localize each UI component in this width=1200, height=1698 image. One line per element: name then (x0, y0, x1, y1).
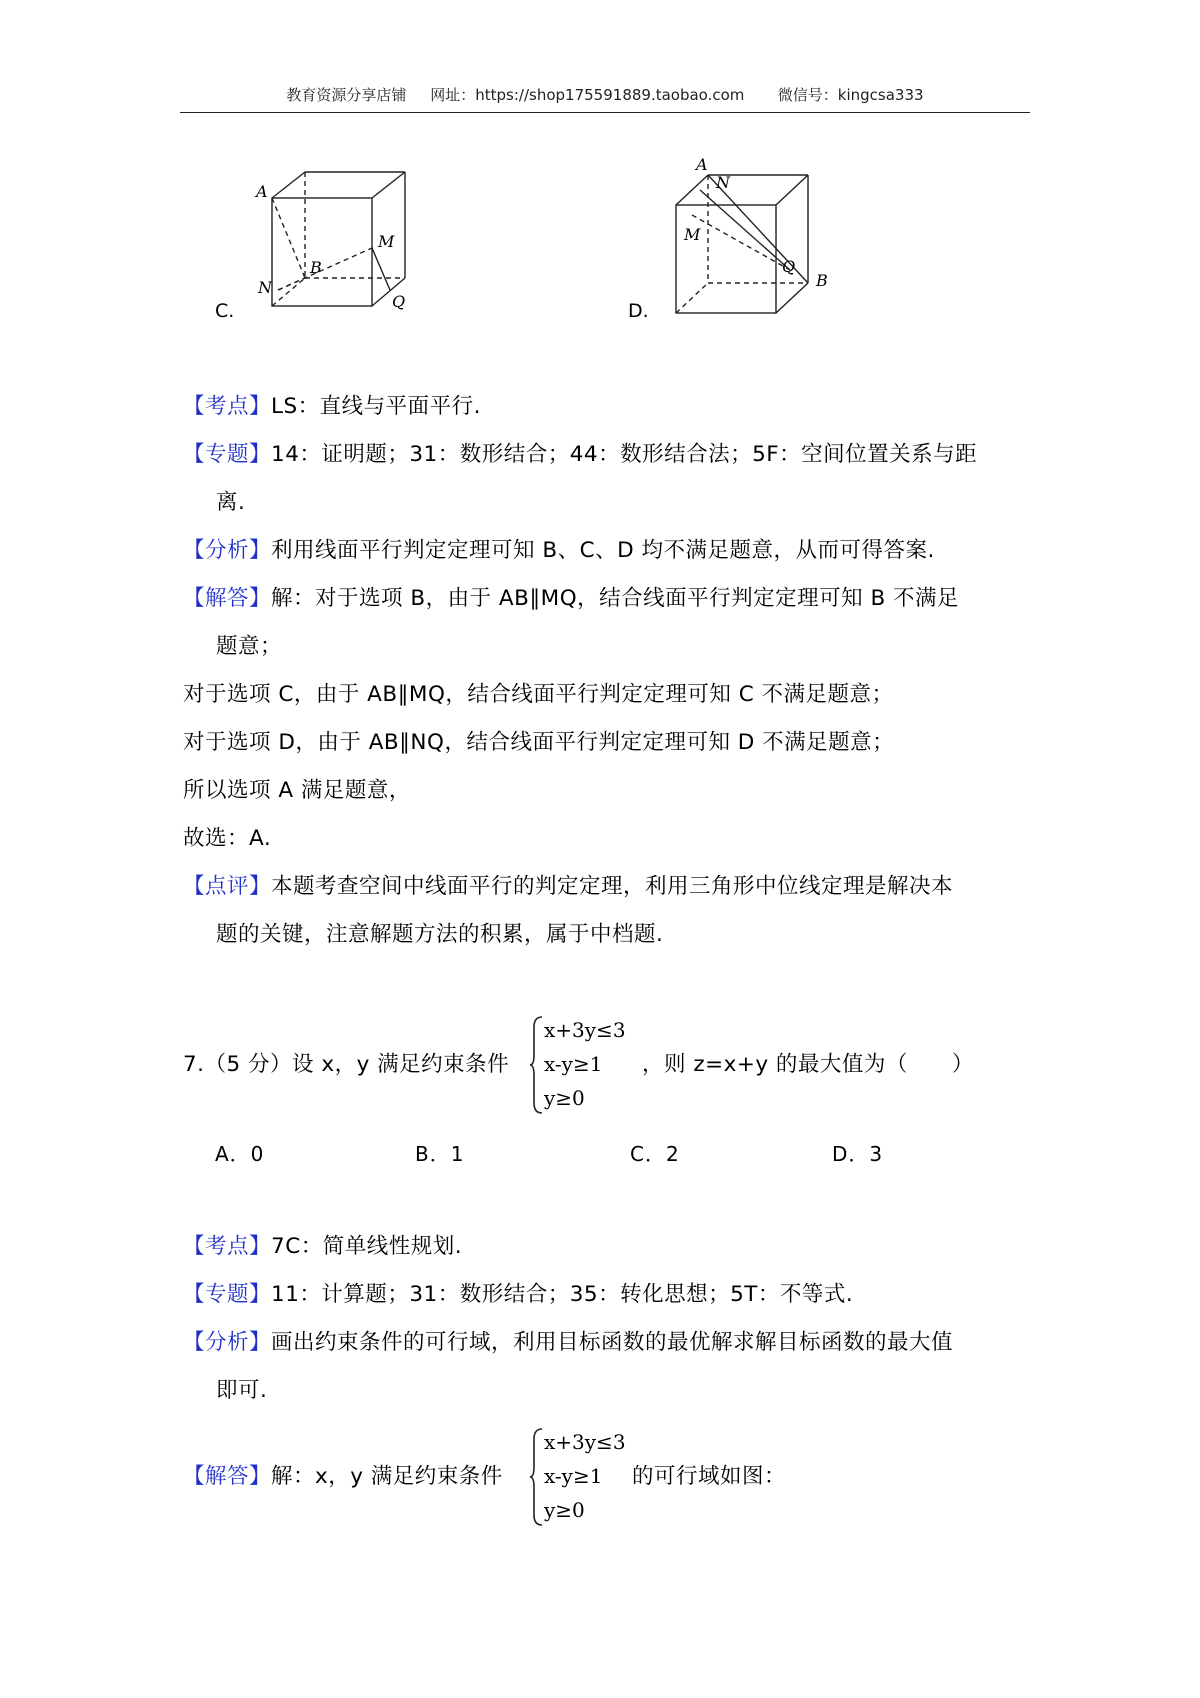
label-b: B (816, 271, 828, 290)
label-n: N (716, 173, 730, 192)
q7-jieda-post: 的可行域如图： (632, 1464, 787, 1489)
choice-d: D．3 (832, 1142, 884, 1166)
figure-c-option-label: C. (215, 300, 235, 322)
q6-line-d: 对于选项 D，由于 AB∥NQ，结合线面平行判定定理可知 D 不满足题意； (183, 730, 895, 755)
q6-zhuanti-cont: 离. (216, 490, 246, 515)
header-shop: 教育资源分享店铺 (286, 86, 407, 104)
q6-kaodian (183, 392, 481, 422)
brace-icon (530, 1015, 544, 1115)
label-n: N (258, 278, 272, 297)
q7-stem-post: ，则 z=x+y 的最大值为（ ） (642, 1052, 974, 1077)
fenxi-text: 利用线面平行判定定理可知 B、C、D 均不满足题意，从而可得答案. (271, 538, 935, 563)
q7-constraint-system (530, 1015, 640, 1115)
kaodian-text: LS：直线与平面平行. (271, 394, 481, 419)
zhuanti-tag: 【专题】 (183, 1282, 272, 1307)
q6-zhuanti (183, 440, 977, 470)
q7-stem-pre: 7.（5 分）设 x，y 满足约束条件 (183, 1052, 510, 1077)
brace-icon (530, 1427, 544, 1527)
q7-fenxi-cont: 即可. (216, 1378, 268, 1403)
jieda-tag: 【解答】 (183, 586, 272, 611)
figure-d-option-label: D. (628, 300, 649, 322)
constraint-2: x-y≥1 (544, 1464, 603, 1488)
zhuanti-text: 14：证明题；31：数形结合；44：数形结合法；5F：空间位置关系与距 (271, 442, 978, 467)
constraint-1: x+3y≤3 (544, 1018, 626, 1042)
label-a: A (256, 182, 268, 201)
jieda-text: 解：x，y 满足约束条件 (271, 1464, 503, 1489)
figure-c-cube (250, 160, 440, 324)
choice-c: C．2 (630, 1142, 680, 1166)
header-wechat: 微信号：kingcsa333 (777, 86, 924, 104)
q6-jieda (183, 584, 959, 614)
q6-dianping (183, 872, 953, 902)
fenxi-tag: 【分析】 (183, 538, 272, 563)
kaodian-text: 7C：简单线性规划. (271, 1234, 463, 1259)
kaodian-tag: 【考点】 (183, 394, 272, 419)
q6-line-c: 对于选项 C，由于 AB∥MQ，结合线面平行判定定理可知 C 不满足题意； (183, 682, 894, 707)
zhuanti-tag: 【专题】 (183, 442, 272, 467)
q6-jieda-cont: 题意； (216, 634, 283, 659)
page-header (180, 84, 1030, 113)
zhuanti-text: 11：计算题；31：数形结合；35：转化思想；5T：不等式. (271, 1282, 854, 1307)
label-b: B (310, 258, 322, 277)
q6-dianping-cont: 题的关键，注意解题方法的积累，属于中档题. (216, 922, 664, 947)
q7-constraint-system-2 (530, 1427, 640, 1527)
q7-zhuanti (183, 1280, 853, 1310)
constraint-3: y≥0 (544, 1086, 585, 1110)
constraint-3: y≥0 (544, 1498, 585, 1522)
choice-b: B．1 (415, 1142, 465, 1166)
choice-a: A．0 (215, 1142, 265, 1166)
q7-fenxi (183, 1328, 953, 1358)
label-m: M (378, 232, 395, 251)
label-a: A (696, 155, 708, 174)
fenxi-tag: 【分析】 (183, 1330, 272, 1355)
header-site: 网址：https://shop175591889.taobao.com (430, 86, 745, 104)
label-q: Q (782, 257, 796, 276)
dianping-text: 本题考查空间中线面平行的判定定理，利用三角形中位线定理是解决本 (271, 874, 954, 899)
label-q: Q (392, 292, 406, 311)
q6-fenxi (183, 536, 935, 566)
kaodian-tag: 【考点】 (183, 1234, 272, 1259)
constraint-2: x-y≥1 (544, 1052, 603, 1076)
fenxi-text: 画出约束条件的可行域，利用目标函数的最优解求解目标函数的最大值 (271, 1330, 954, 1355)
jieda-text: 解：对于选项 B，由于 AB∥MQ，结合线面平行判定定理可知 B 不满足 (271, 586, 960, 611)
q6-line-a: 所以选项 A 满足题意， (183, 778, 411, 803)
q6-answer: 故选：A. (183, 826, 272, 851)
dianping-tag: 【点评】 (183, 874, 272, 899)
jieda-tag: 【解答】 (183, 1464, 272, 1489)
constraint-1: x+3y≤3 (544, 1430, 626, 1454)
label-m: M (684, 225, 701, 244)
figure-d-cube (670, 155, 860, 319)
q7-kaodian (183, 1232, 462, 1262)
q7-jieda (183, 1462, 503, 1492)
